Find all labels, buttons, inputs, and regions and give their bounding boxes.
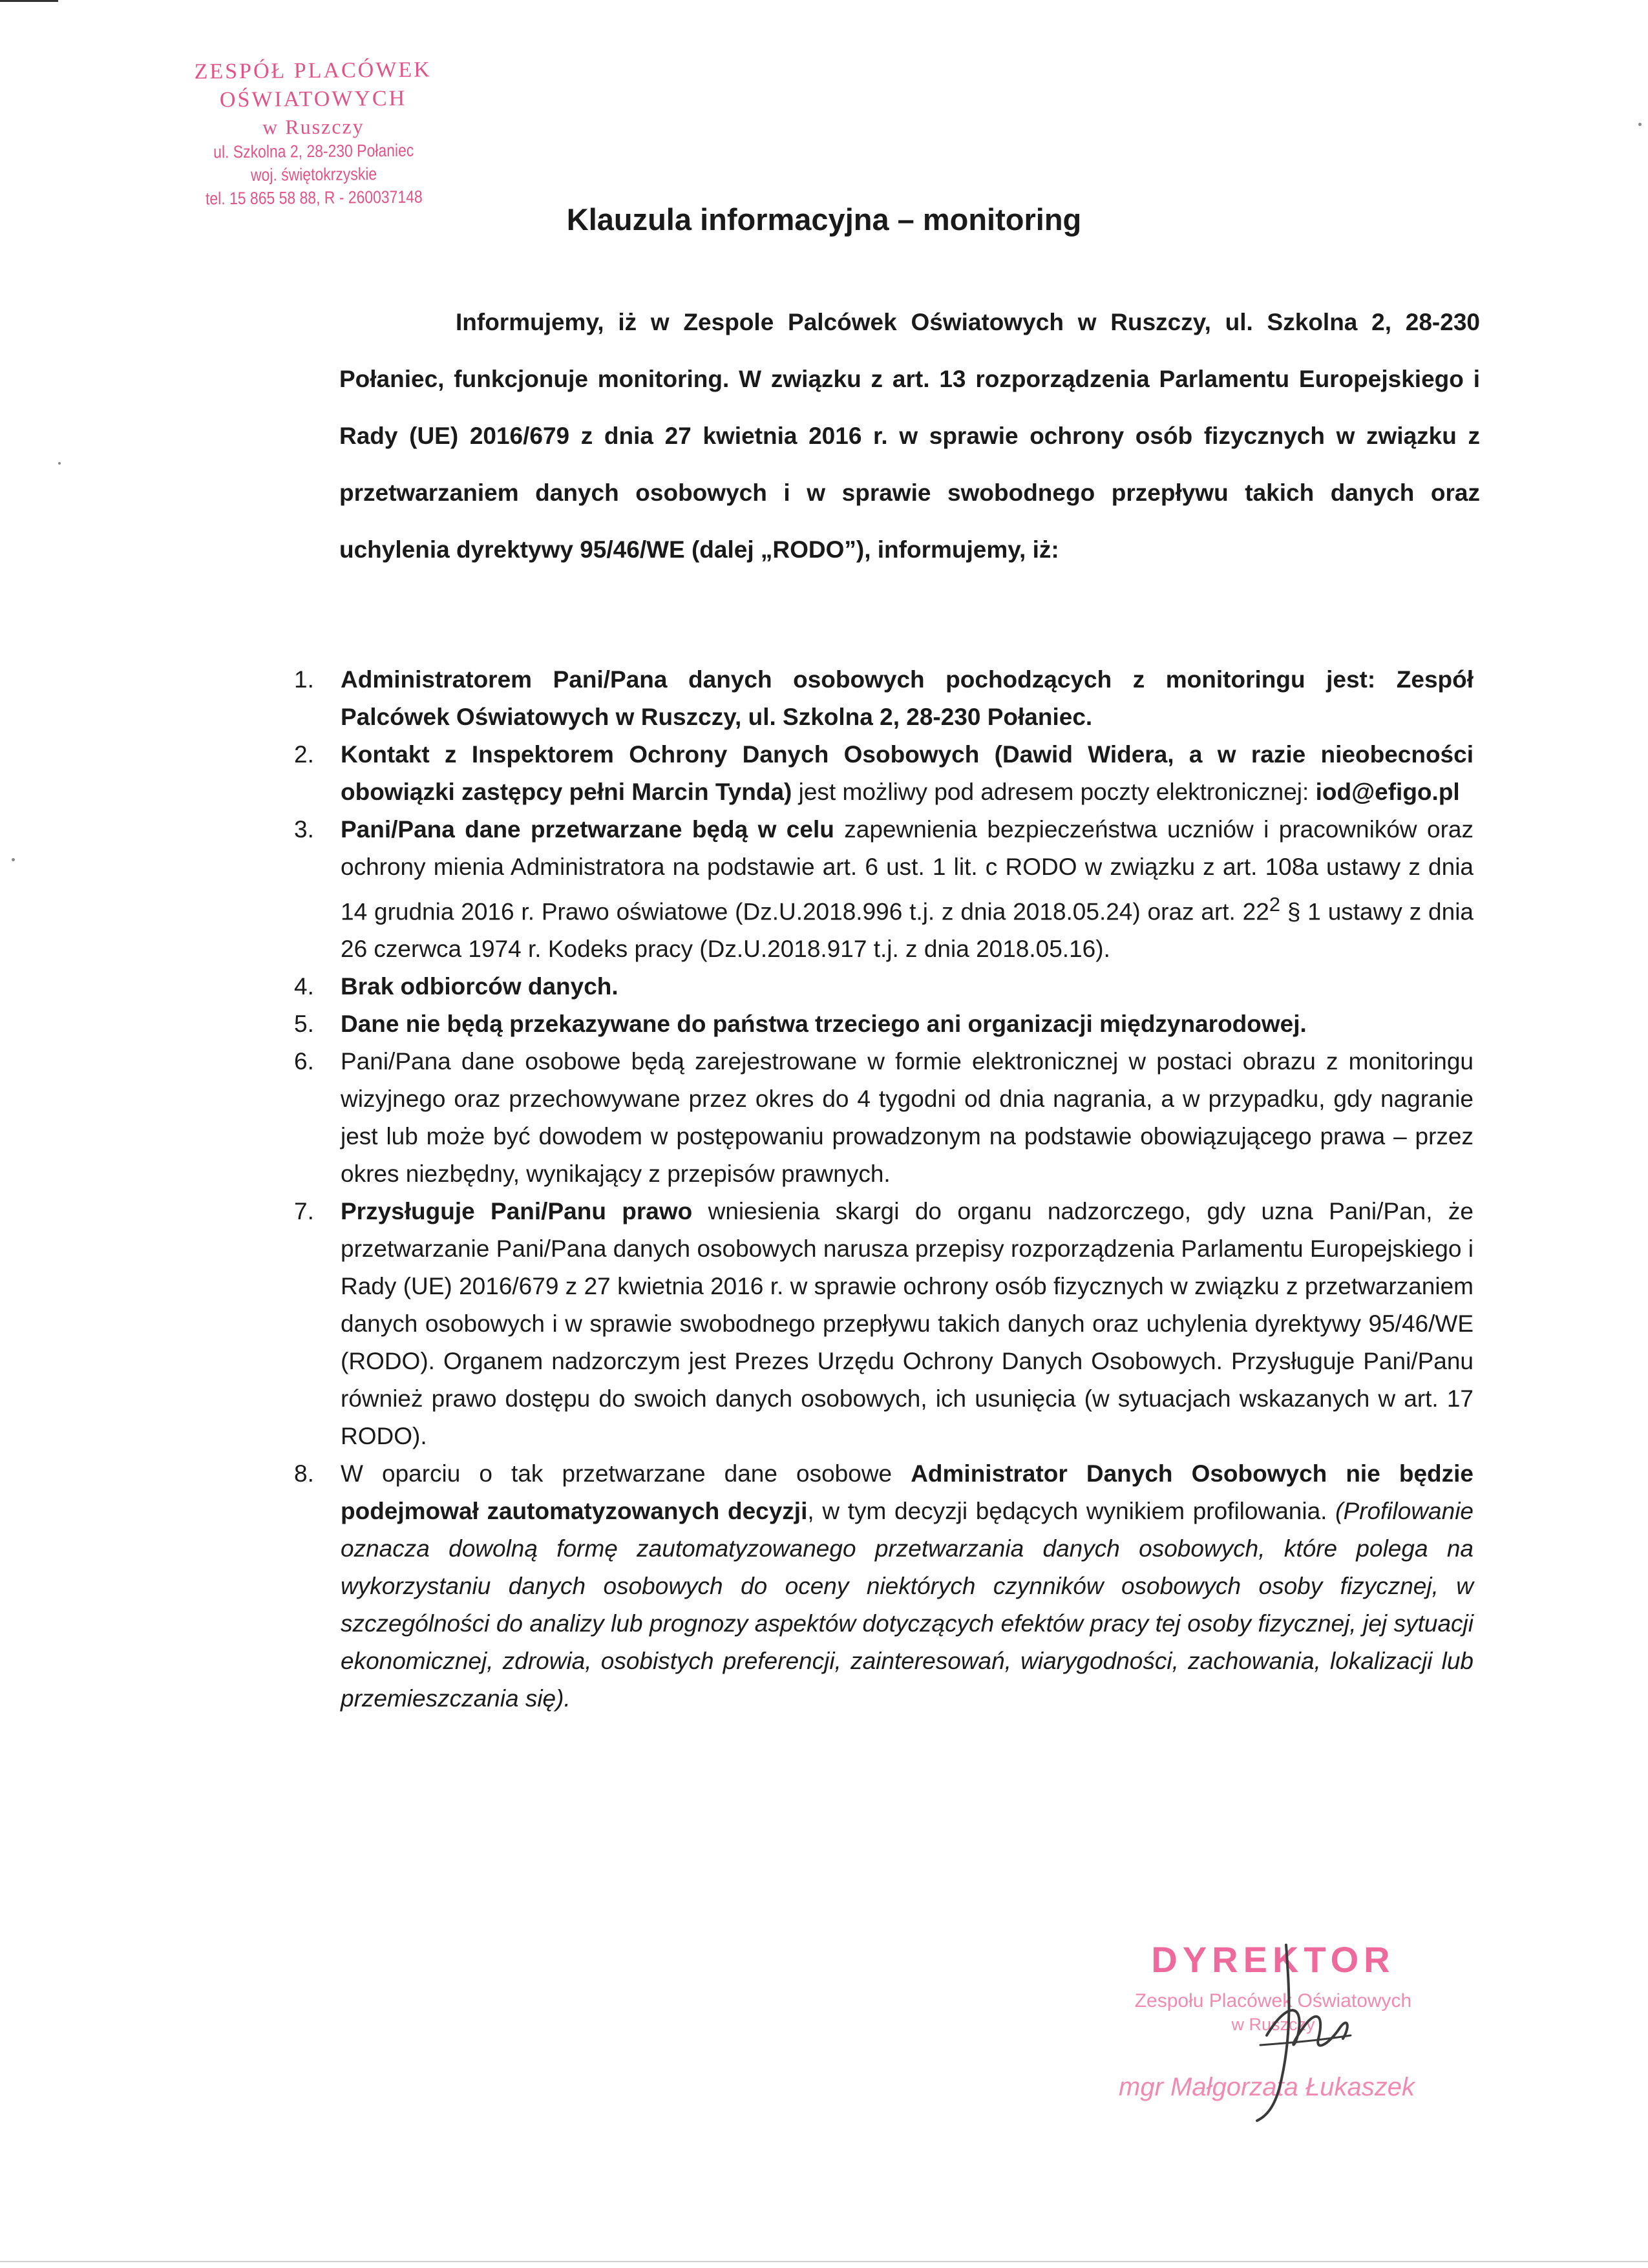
stamp-line: ul. Szkolna 2, 28-230 Połaniec	[213, 140, 414, 162]
list-item	[288, 968, 1474, 1005]
list-item	[288, 1043, 1474, 1193]
item-bold-text: Kontakt z Inspektorem Ochrony Danych Osobowych (Dawid Widera, a w razie nieobecności obowiązki zastępcy pełni Marcin Tynda)	[341, 741, 1474, 805]
item-number: 5.	[294, 1011, 314, 1038]
item-bold-text: Administratorem Pani/Pana danych osobowych pochodzących z monitoringu jest: Zespół Palcówek Oświatowych w Ruszczy, ul. Szkolna 2, 28-230 Połaniec.	[341, 666, 1474, 730]
email-address: iod@efigo.pl	[1315, 779, 1460, 805]
item-text: jest możliwy pod adresem poczty elektronicznej:	[792, 779, 1316, 805]
stamp-line: woj. świętokrzyskie	[250, 164, 377, 185]
item-text: Pani/Pana dane osobowe będą zarejestrowane w formie elektronicznej w postaci obrazu z monitoringu wizyjnego oraz przechowywane przez okres do 4 tygodni od dnia nagrania, a w przypadku, gdy nagranie jest lub może być dowodem w postępowaniu prowadzonym na podstawie obowiązującego prawa – przez okres niezbędny, wynikający z przepisów prawnych.	[341, 1048, 1474, 1188]
item-text: zapewnienia bezpieczeństwa uczniów i pracowników oraz ochrony mienia Administratora na podstawie art. 6 ust. 1 lit. c RODO w związku z art. 108a ustawy z dnia 14 grudnia 2016 r. Prawo oświatowe (Dz.U.2018.996 t.j. z dnia 2018.05.24) oraz art. 22	[341, 816, 1474, 925]
stamp-line: tel. 15 865 58 88, R - 260037148	[205, 187, 423, 209]
item-bold-text: Brak odbiorców danych.	[341, 973, 618, 1000]
item-text: § 1 ustawy z dnia 26 czerwca 1974 r. Kodeks pracy (Dz.U.2018.917 t.j. z dnia 2018.05.16).	[341, 898, 1474, 963]
stamp-line: Zespołu Placówek Oświatowych	[1134, 1990, 1412, 2011]
stamp-line: w Ruszczy	[1231, 2015, 1315, 2034]
item-bold-text: Pani/Pana dane przetwarzane będą w celu	[341, 816, 834, 843]
list-item	[288, 1005, 1474, 1043]
item-text: wniesienia skargi do organu nadzorczego, gdy uzna Pani/Pan, że przetwarzanie Pani/Pana danych osobowych narusza przepisy rozporządzenia Parlamentu Europejskiego i Rady (UE) 2016/679 z 27 kwietnia 2016 r. w sprawie ochrony osób fizycznych w związku z przetwarzaniem danych osobowych i w sprawie swobodnego przepływu takich danych oraz uchylenia dyrektywy 95/46/WE (RODO). Organem nadzorczym jest Prezes Urzędu Ochrony Danych Osobowych. Przysługuje Pani/Panu również prawo dostępu do swoich danych osobowych, ich usunięcia (w sytuacjach wskazanych w art. 17 RODO).	[341, 1198, 1474, 1450]
item-text: , w tym decyzji będących wynikiem profilowania.	[807, 1498, 1336, 1525]
item-text: W oparciu o tak przetwarzane dane osobowe	[341, 1460, 911, 1487]
clause-list	[288, 661, 1474, 1717]
director-name: mgr Małgorzata Łukaszek	[1119, 2073, 1415, 2101]
intro-paragraph: Informujemy, iż w Zespole Palcówek Oświatowych w Ruszczy, ul. Szkolna 2, 28-230 Połaniec, funkcjonuje monitoring. W związku z art. 13 rozporządzenia Parlamentu Europejskiego i Rady (UE) 2016/679 z dnia 27 kwietnia 2016 r. w sprawie ochrony osób fizycznych w związku z przetwarzaniem danych osobowych i w sprawie swobodnego przepływu takich danych oraz uchylenia dyrektywy 95/46/WE (dalej „RODO”), informujemy, iż:	[339, 309, 1480, 563]
list-item	[288, 811, 1474, 968]
stamp-line: ZESPÓŁ PLACÓWEK OŚWIATOWYCH	[194, 58, 432, 112]
item-italic-text: (Profilowanie oznacza dowolną formę zautomatyzowanego przetwarzania danych osobowych, które polega na wykorzystaniu danych osobowych do oceny niektórych czynników osobowych osoby fizycznej, w szczególności do analizy lub prognozy aspektów dotyczących efektów pracy tej osoby fizycznej, jej sytuacji ekonomicznej, zdrowia, osobistych preferencji, zainteresowań, wiarygodności, zachowania, lokalizacji lub przemieszczania się).	[341, 1498, 1474, 1712]
stamp-title: DYREKTOR	[1151, 1939, 1395, 1980]
item-number: 2.	[294, 741, 314, 768]
list-item	[288, 736, 1474, 811]
director-stamp	[1099, 1932, 1435, 2145]
scan-speck	[1638, 123, 1642, 126]
institution-stamp	[112, 55, 514, 211]
scan-edge-line	[0, 0, 58, 2]
item-number: 4.	[294, 973, 314, 1000]
item-bold-text: Dane nie będą przekazywane do państwa trzeciego ani organizacji międzynarodowej.	[341, 1011, 1307, 1038]
stamp-line: w Ruszczy	[262, 114, 364, 139]
item-number: 8.	[294, 1460, 314, 1487]
handwritten-signature	[1189, 1932, 1370, 2126]
list-item	[288, 661, 1474, 736]
scan-speck	[12, 858, 15, 861]
item-bold-text: Przysługuje Pani/Panu prawo	[341, 1198, 693, 1225]
item-number: 3.	[294, 816, 314, 843]
list-item	[288, 1455, 1474, 1717]
superscript: 2	[1269, 893, 1280, 916]
scan-speck	[58, 462, 61, 465]
list-item	[288, 1193, 1474, 1455]
item-bold-text: Administrator Danych Osobowych nie będzie podejmował zautomatyzowanych decyzji	[341, 1460, 1474, 1525]
item-number: 7.	[294, 1198, 314, 1225]
item-number: 6.	[294, 1048, 314, 1075]
item-number: 1.	[294, 666, 314, 693]
scan-edge-line	[0, 2261, 1648, 2262]
document-title: Klauzula informacyjna – monitoring	[566, 202, 1082, 236]
